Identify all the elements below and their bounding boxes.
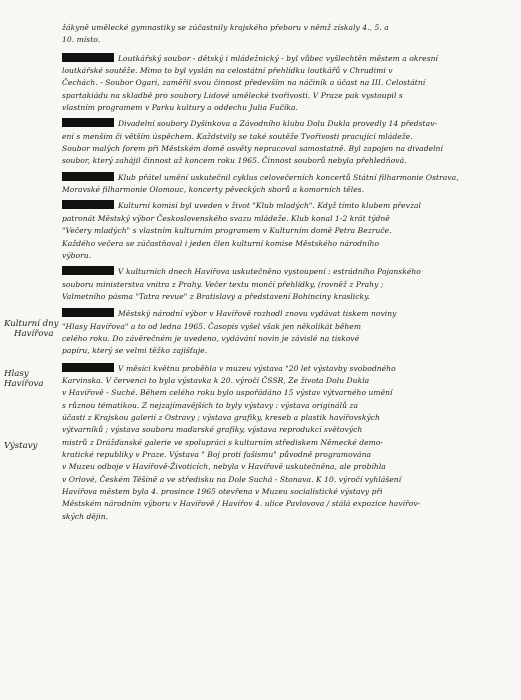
text-line-content: Kulturní komisí byl uveden v život "Klub mladých". Když tímto klubem převzal bbox=[118, 201, 422, 211]
text-line bbox=[62, 250, 506, 262]
redaction-bar bbox=[62, 200, 114, 209]
text-line bbox=[62, 90, 506, 102]
text-line bbox=[62, 172, 506, 184]
text-line-content: V měsíci květnu proběhla v muzeu výstava "20 let výstavby svobodného bbox=[118, 363, 396, 373]
text-line-content: soubor, který zahájil činnost až koncem roku 1965. Činnost souborů nebyla přehledňová. bbox=[62, 156, 407, 166]
text-line bbox=[62, 437, 506, 449]
text-line bbox=[62, 474, 506, 486]
text-line-content: "Večery mladých" s vlastním kulturním programem v Kulturním domě Petra Bezruče. bbox=[62, 226, 392, 236]
text-line-content: patronát Městský výbor Československého svazu mládeže. Klub konal 1-2 krát týdně bbox=[62, 213, 390, 223]
text-line bbox=[62, 184, 506, 196]
text-line-content: s různou tématikou. Z nejzajímavějších to byly výstavy : výstava originálů za bbox=[62, 400, 358, 410]
text-line bbox=[62, 225, 506, 237]
text-line-content: v Havířově - Suché. Během celého roku bylo uspořádáno 15 výstav výtvarného umění bbox=[62, 388, 393, 398]
text-line-content: účasti z Krajskou galerií z Ostravy ; výstava grafiky, kreseb a plastik havířovských bbox=[62, 412, 380, 422]
margin-note-vystavy: Výstavy bbox=[4, 441, 38, 451]
text-line bbox=[62, 279, 506, 291]
text-line-content: 10. místo. bbox=[62, 35, 101, 45]
paragraph bbox=[62, 200, 506, 262]
text-line-content: papíru, který se velmi těžko zajišťuje. bbox=[62, 346, 208, 356]
text-line bbox=[62, 143, 506, 155]
text-line bbox=[62, 321, 506, 333]
margin-note-line: Kulturní dny bbox=[4, 319, 59, 329]
text-line-content: Městském národním výboru v Havířově / Havířov 4. ulice Pavlovova / stálá expozice havířov- bbox=[62, 499, 421, 509]
text-line-content: Moravské filharmonie Olomouc, koncerty pěveckých sborů a komorních těles. bbox=[62, 185, 365, 195]
text-line-content: loutkářské soutěže. Mimo to byl vyslán na celostátní přehlídku loutkářů v Chrudimi v bbox=[62, 66, 393, 76]
text-line bbox=[62, 387, 506, 399]
text-line bbox=[62, 77, 506, 89]
text-line-content: V kulturních dnech Havířova uskutečněno vystoupení : estrádního Pojanského bbox=[118, 267, 421, 277]
text-line-content: žákyně umělecké gymnastiky se zúčastnily krajského přeboru v němž získaly 4., 5. a bbox=[62, 23, 389, 32]
text-line-content: "Hlasy Havířova" a to od ledna 1965. Časopis vyšel však jen několikát během bbox=[62, 321, 362, 331]
text-line-content: Divadelní soubory Dyšinkova a Závodního klubu Dolu Dukla provedly 14 představ- bbox=[118, 119, 438, 129]
paragraph bbox=[62, 172, 506, 197]
text-line-content: Čechách. - Soubor Ogari, zaměřil svou činnost především na náčiník a účast na III. Celostátní bbox=[62, 78, 426, 88]
text-line bbox=[62, 400, 506, 412]
paragraph bbox=[62, 118, 506, 167]
text-line bbox=[62, 131, 506, 143]
text-line-content: Městský národní výbor v Havířově rozhodl znovu vydávat tiskem noviny bbox=[118, 309, 397, 319]
text-line bbox=[62, 200, 506, 212]
text-line bbox=[62, 65, 506, 77]
text-line bbox=[62, 53, 506, 65]
text-line-content: ských dějin. bbox=[62, 511, 109, 521]
redaction-bar bbox=[62, 53, 114, 62]
text-line-content: Soubor malých forem při Městském domě osvěty nepracoval samostatně. Byl zapojen na divadelní bbox=[62, 144, 443, 154]
text-line-content: kratické republiky v Praze. Výstava " Boj proti fašismu" původně programována bbox=[62, 450, 372, 459]
text-line-content: celého roku. Do závěrečném je uvedeno, vydávání novin je závislé na tiskové bbox=[62, 333, 360, 343]
text-line bbox=[62, 102, 506, 114]
text-line-content: souboru ministerstva vnitra z Prahy. Večer textu mončí přehlídky, (rovněž z Prahy ; bbox=[62, 279, 384, 289]
text-line-content: Každého večera se zúčastňoval i jeden člen kulturní komise Městského národního bbox=[62, 238, 380, 248]
text-line bbox=[62, 412, 506, 424]
text-line bbox=[62, 155, 506, 167]
text-line bbox=[62, 486, 506, 498]
paragraph bbox=[62, 363, 506, 523]
text-line bbox=[62, 238, 506, 250]
margin-note-line: Havířova bbox=[14, 329, 54, 339]
body-text bbox=[62, 22, 506, 523]
text-line-content: výtvarníků ; výstava souboru maďarské grafiky, výstava reprodukcí světových bbox=[62, 425, 363, 435]
text-line-content: Valmetního pásma "Tatra revue" z Bratislavy a představení Bohinciny kraslicky. bbox=[62, 291, 370, 301]
text-line bbox=[62, 118, 506, 130]
text-line-content: vlastním programem v Parku kultury a oddechu Julia Fučíka. bbox=[62, 103, 298, 113]
text-line bbox=[62, 449, 506, 461]
text-line bbox=[62, 461, 506, 473]
redaction-bar bbox=[62, 172, 114, 181]
text-line-content: v Orlové, Českém Těšíně a ve středisku na Dole Suchá - Stonava. K 10. výročí vyhlášení bbox=[62, 474, 402, 484]
margin-note-kulturni-dny bbox=[4, 319, 66, 339]
text-line-content: Loutkářský soubor - dětský i mládežnický - byl vůbec vyšlechtěn městem a okresní bbox=[118, 53, 438, 63]
text-line bbox=[62, 424, 506, 436]
redaction-bar bbox=[62, 266, 114, 275]
text-line-content: spartakiádu na skladbě pro soubory Lidové umělecké tvořivosti. V Praze pak vystoupil s bbox=[62, 90, 403, 100]
text-line bbox=[62, 22, 506, 34]
text-line-content: ení s menším či větším úspěchem. Každstvily se také soutěže Tvořivosti pracující mládeže. bbox=[62, 131, 413, 141]
text-line-content: výboru. bbox=[62, 250, 92, 260]
paragraph bbox=[62, 266, 506, 303]
paragraph bbox=[62, 53, 506, 115]
text-line bbox=[62, 333, 506, 345]
text-line bbox=[62, 308, 506, 320]
text-line bbox=[62, 511, 506, 523]
text-line bbox=[62, 34, 506, 46]
redaction-bar bbox=[62, 118, 114, 127]
text-line-content: v Muzeu odboje v Havířově-Životicích, nebyla v Havířově uskutečněna, ale probíhla bbox=[62, 462, 386, 472]
redaction-bar bbox=[62, 308, 114, 317]
text-line bbox=[62, 291, 506, 303]
text-line bbox=[62, 363, 506, 375]
text-line bbox=[62, 213, 506, 225]
text-line-content: mistrů z Drážďanské galerie ve spolupráci s kulturním střediskem Německé demo- bbox=[62, 437, 384, 447]
redaction-bar bbox=[62, 363, 114, 372]
margin-note-hlasy: Hlasy Havířova bbox=[4, 369, 44, 389]
text-line bbox=[62, 345, 506, 357]
paragraph bbox=[62, 22, 506, 47]
text-line-content: Klub přátel umění uskutečnil cyklus celovečerních koncertů Státní filharmonie Ostrava, bbox=[118, 172, 459, 182]
text-line bbox=[62, 375, 506, 387]
paragraph bbox=[62, 308, 506, 357]
text-line-content: Havířova městem byla 4. prosince 1965 otevřena v Muzeu socialistické výstavy při bbox=[62, 487, 383, 497]
text-line-content: Karvinska. V červenci to byla výstavka k 20. výročí ČSSR, Ze života Dolu Dukla bbox=[62, 375, 370, 385]
text-line bbox=[62, 266, 506, 278]
text-line bbox=[62, 498, 506, 510]
